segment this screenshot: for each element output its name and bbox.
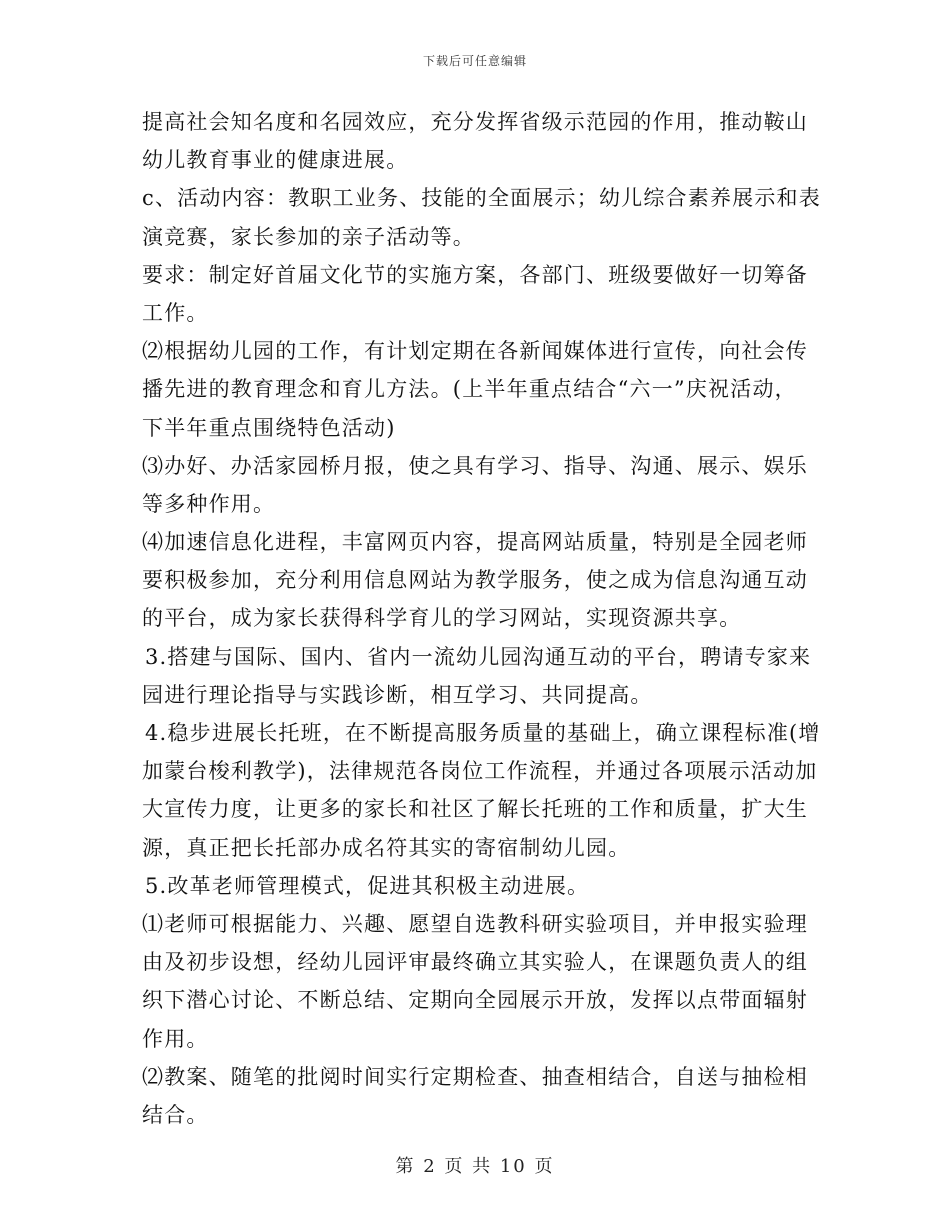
page-header-note: 下载后可任意编辑: [422, 54, 527, 68]
text-line: ⑴老师可根据能力、兴趣、愿望自选教科研实验项目，并申报实验理: [142, 911, 808, 936]
page-number: 第 2 页 共 10 页: [395, 1156, 555, 1177]
text-line: 园进行理论指导与实践诊断，相互学习、共同提高。: [142, 682, 653, 707]
text-line: ⑶办好、办活家园桥月报，使之具有学习、指导、沟通、展示、娱乐: [142, 453, 808, 478]
text-line: c、活动内容：教职工业务、技能的全面展示；幼儿综合素养展示和表: [142, 186, 821, 211]
text-line: 要求：制定好首届文化节的实施方案，各部门、班级要做好一切筹备: [142, 262, 808, 287]
text-line: 作用。: [142, 1026, 209, 1051]
document-body: [142, 103, 821, 1134]
text-line: 由及初步设想，经幼儿园评审最终确立其实验人，在课题负责人的组: [142, 950, 808, 975]
text-line: 3.搭建与国际、国内、省内一流幼儿园沟通互动的平台，聘请专家来: [145, 644, 812, 669]
text-line: 5.改革老师管理模式，促进其积极主动进展。: [145, 873, 590, 898]
text-line: 等多种作用。: [142, 491, 276, 516]
text-line: 的平台，成为家长获得科学育儿的学习网站，实现资源共享。: [142, 606, 742, 631]
text-line: 演竞赛，家长参加的亲子活动等。: [142, 224, 475, 249]
text-line: 大宣传力度，让更多的家长和社区了解长托班的工作和质量，扩大生: [142, 797, 808, 822]
text-line: ⑵教案、随笔的批阅时间实行定期检查、抽查相结合，自送与抽检相: [142, 1064, 808, 1089]
text-line: 源，真正把长托部办成名符其实的寄宿制幼儿园。: [142, 835, 631, 860]
text-line: 提高社会知名度和名园效应，充分发挥省级示范园的作用，推动鞍山: [142, 110, 808, 134]
text-line: 织下潜心讨论、不断总结、定期向全园展示开放，发挥以点带面辐射: [142, 988, 808, 1013]
text-line: 工作。: [142, 300, 209, 325]
text-line: 播先进的教育理念和育儿方法。(上半年重点结合“六一”庆祝活动，: [142, 377, 797, 402]
text-line: ⑷加速信息化进程，丰富网页内容，提高网站质量，特别是全园老师: [142, 530, 808, 555]
text-line: 结合。: [142, 1102, 209, 1127]
text-line: 4.稳步进展长托班，在不断提高服务质量的基础上，确立课程标准(增: [145, 721, 821, 745]
text-line: 下半年重点围绕特色活动): [142, 415, 396, 440]
text-line: 加蒙台梭利教学)，法律规范各岗位工作流程，并通过各项展示活动加: [142, 759, 818, 784]
text-line: 要积极参加，充分利用信息网站为教学服务，使之成为信息沟通互动: [142, 568, 808, 593]
text-line: 幼儿教育事业的健康进展。: [142, 148, 409, 173]
text-line: ⑵根据幼儿园的工作，有计划定期在各新闻媒体进行宣传，向社会传: [142, 339, 808, 364]
